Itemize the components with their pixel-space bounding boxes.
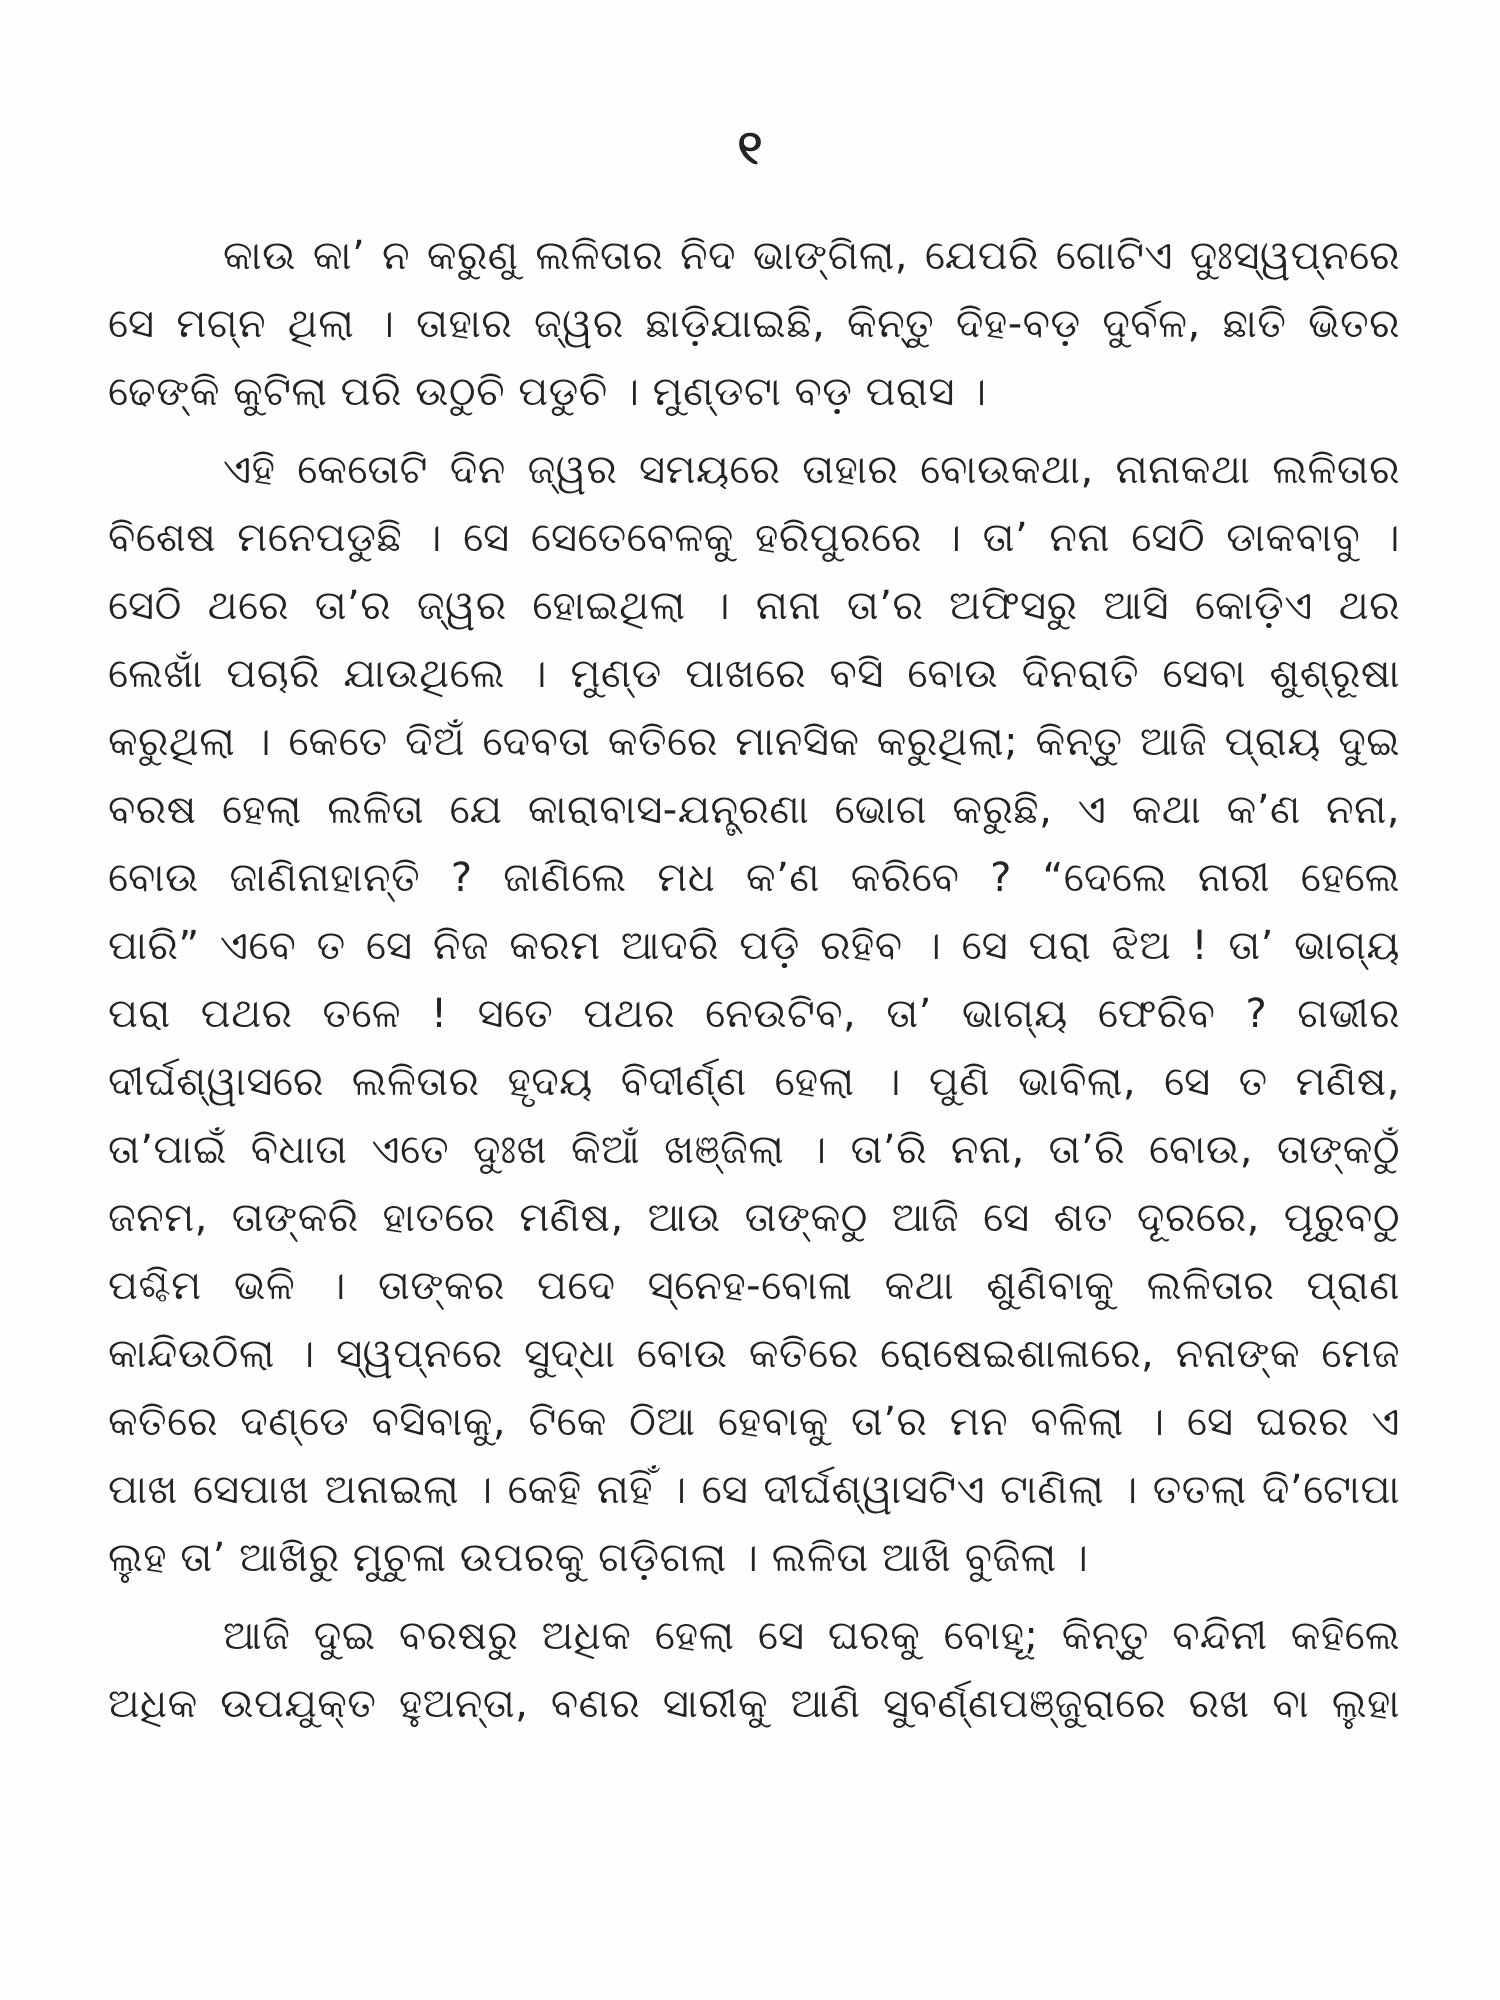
text-line: ପରା ପଥର ତଳେ ! ସତେ ପଥର ନେଉଟିବ, ତା’ ଭାଗ୍ୟ ଫେରିବ ? ଗଭୀର (108, 991, 1400, 1037)
text-line: ଦୀର୍ଘଶ୍ୱାସରେ ଲଳିତାର ହୃଦୟ ବିଦୀର୍ଣ୍ଣ ହେଲା । ପୁଣି ଭାବିଲା, ସେ ତ ମଣିଷ, (108, 1059, 1400, 1105)
paragraph-3 (108, 1602, 1400, 1738)
text-line: ଲୁହ ତା’ ଆଖିରୁ ମୁଚୁଳା ଉପରକୁ ଗଡ଼ିଗଲା । ଲଳିତା ଆଖି ବୁଜିଲା । (108, 1535, 1089, 1581)
text-line: ଆଜି ଦୁଇ ବରଷରୁ ଅଧିକ ହେଲା ସେ ଘରକୁ ବୋହୂ; କିନ୍ତୁ ବନ୍ଦିନୀ କହିଲେ (223, 1613, 1400, 1659)
text-line: ବରଷ ହେଲା ଲଳିତା ଯେ କାରାବାସ-ଯନ୍ତ୍ରଣା ଭୋଗ କରୁଛି, ଏ କଥା କ’ଣ ନନା, (108, 787, 1400, 833)
text-line: ଲେଖାଁ ପଚାରି ଯାଉଥିଲେ । ମୁଣ୍ଡ ପାଖରେ ବସି ବୋଉ ଦିନରାତି ସେବା ଶୁଶ୍ରୂଷା (108, 651, 1400, 697)
text-line: ଢେଙ୍କି କୁଟିଲା ପରି ଉଠୁଚି ପଡୁଚି । ମୁଣ୍ଡଟା ବଡ଼ ପରାସ । (108, 369, 987, 415)
text-line: କରୁଥିଲା । କେତେ ଦିଅଁ ଦେବତା କତିରେ ମାନସିକ କରୁଥିଲା; କିନ୍ତୁ ଆଜି ପ୍ରାୟ ଦୁଇ (108, 719, 1400, 765)
text-line: ସେଠି ଥରେ ତା’ର ଜ୍ୱର ହୋଇଥିଲା । ନାନା ତା’ର ଅଫିସରୁ ଆସି କୋଡ଼ିଏ ଥର (108, 583, 1400, 629)
text-line: ପାରି” ଏବେ ତ ସେ ନିଜ କରମ ଆଦରି ପଡ଼ି ରହିବ । ସେ ପରା ଝିଅ ! ତା’ ଭାଗ୍ୟ (108, 923, 1400, 969)
paragraph-1 (108, 222, 1400, 426)
text-line: ପାଖ ସେପାଖ ଅନାଇଲା । କେହି ନାହିଁ । ସେ ଦୀର୍ଘଶ୍ୱାସଟିଏ ଟାଣିଲା । ତତଲା ଦି’ଟୋପା (108, 1467, 1400, 1513)
text-line: ସେ ମଗ୍ନ ଥିଲା । ତାହାର ଜ୍ୱର ଛାଡ଼ିଯାଇଛି, କିନ୍ତୁ ଦିହ-ବଡ଼ ଦୁର୍ବଳ, ଛାତି ଭିତର (108, 301, 1400, 347)
body-text (108, 222, 1400, 1748)
text-line: କତିରେ ଦଣ୍ଡେ ବସିବାକୁ, ଟିକେ ଠିଆ ହେବାକୁ ତା’ର ମନ ବଳିଲା । ସେ ଘରର ଏ (108, 1399, 1400, 1445)
text-line: ପଶ୍ଚିମ ଭଳି । ତାଙ୍କର ପଦେ ସ୍ନେହ-ବୋଳା କଥା ଶୁଣିବାକୁ ଲଳିତାର ପ୍ରାଣ (108, 1263, 1400, 1309)
paragraph-2 (108, 436, 1400, 1592)
page-number: ୧ (737, 120, 763, 176)
text-line: ଅଧିକ ଉପଯୁକ୍ତ ହୁଅନ୍ତା, ବଣର ସାରୀକୁ ଆଣି ସୁବର୍ଣ୍ଣପଞ୍ଜୁରାରେ ରଖ ବା ଲୁହା (108, 1681, 1400, 1727)
text-line: ବିଶେଷ ମନେପଡୁଛି । ସେ ସେତେବେଳକୁ ହରିପୁରରେ । ତା’ ନନା ସେଠି ଡାକବାବୁ । (108, 515, 1400, 561)
text-line: କାଉ କା’ ନ କରୁଣୁ ଲଳିତାର ନିଦ ଭାଙ୍ଗିଲା, ଯେପରି ଗୋଟିଏ ଦୁଃସ୍ୱପ୍ନରେ (223, 233, 1400, 279)
text-line: ଏହି କେତୋଟି ଦିନ ଜ୍ୱର ସମୟରେ ତାହାର ବୋଉକଥା, ନାନାକଥା ଲଳିତାର (223, 447, 1400, 493)
text-line: ବୋଉ ଜାଣିନାହାନ୍ତି ? ଜାଣିଲେ ମଧ କ’ଣ କରିବେ ? “ଦେଲେ ନାରୀ ହେଲେ (108, 855, 1400, 901)
text-line: ତା’ପାଇଁ ବିଧାତା ଏତେ ଦୁଃଖ କିଆଁ ଖଞ୍ଜିଲା । ତା’ରି ନନା, ତା’ରି ବୋଉ, ତାଙ୍କଠୁଁ (108, 1127, 1400, 1173)
text-line: କାନ୍ଦିଉଠିଲା । ସ୍ୱପ୍ନରେ ସୁଦ୍ଧା ବୋଉ କତିରେ ରୋଷେଇଶାଳାରେ, ନନାଙ୍କ ମେଜ (108, 1331, 1400, 1377)
text-line: ଜନମ, ତାଙ୍କରି ହାତରେ ମଣିଷ, ଆଉ ତାଙ୍କଠୁ ଆଜି ସେ ଶତ ଦୂରରେ, ପୂରୁବଠୁ (108, 1195, 1400, 1241)
